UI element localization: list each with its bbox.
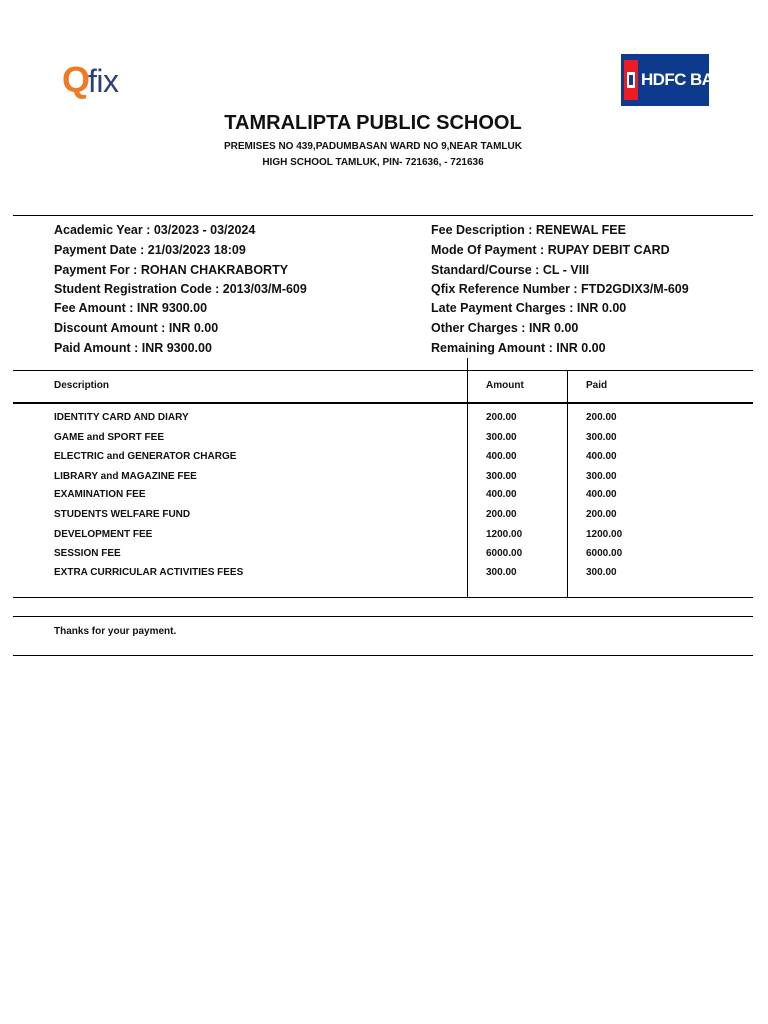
hdfc-logo-text: HDFC BANK	[641, 70, 737, 89]
row-description: IDENTITY CARD AND DIARY	[54, 412, 189, 423]
row-description: DEVELOPMENT FEE	[54, 529, 153, 540]
row-amount: 300.00	[486, 471, 517, 482]
row-amount: 300.00	[486, 432, 517, 443]
row-amount: 200.00	[486, 412, 517, 423]
info-payment-date: Payment Date : 21/03/2023 18:09	[54, 243, 246, 257]
table-header-border	[13, 402, 753, 404]
hdfc-mark-icon	[624, 60, 638, 100]
info-qfix-reference: Qfix Reference Number : FTD2GDIX3/M-609	[431, 282, 689, 296]
row-paid: 300.00	[586, 432, 617, 443]
info-late-payment-charges: Late Payment Charges : INR 0.00	[431, 301, 627, 315]
row-paid: 6000.00	[586, 548, 623, 559]
row-paid: 200.00	[586, 509, 617, 520]
info-paid-amount: Paid Amount : INR 9300.00	[54, 341, 212, 355]
info-academic-year: Academic Year : 03/2023 - 03/2024	[54, 223, 256, 237]
table-header-description: Description	[54, 380, 110, 391]
row-paid: 200.00	[586, 412, 617, 423]
qfix-logo-fix: fix	[88, 63, 119, 99]
row-amount: 400.00	[486, 451, 517, 462]
row-paid: 300.00	[586, 567, 617, 578]
row-description: EXAMINATION FEE	[54, 489, 146, 500]
info-mode-of-payment: Mode Of Payment : RUPAY DEBIT CARD	[431, 243, 670, 257]
table-top-border	[13, 370, 753, 371]
row-amount: 400.00	[486, 489, 517, 500]
hdfc-bank-logo	[621, 54, 737, 106]
table-header-paid: Paid	[586, 380, 608, 391]
row-description: EXTRA CURRICULAR ACTIVITIES FEES	[54, 567, 244, 578]
row-amount: 6000.00	[486, 548, 523, 559]
info-fee-amount: Fee Amount : INR 9300.00	[54, 301, 208, 315]
row-paid: 400.00	[586, 489, 617, 500]
info-other-charges: Other Charges : INR 0.00	[431, 321, 579, 335]
row-description: GAME and SPORT FEE	[54, 432, 165, 443]
info-fee-description: Fee Description : RENEWAL FEE	[431, 223, 626, 237]
table-column-divider-2	[567, 370, 568, 597]
row-description: ELECTRIC and GENERATOR CHARGE	[54, 451, 237, 462]
row-description: SESSION FEE	[54, 548, 121, 559]
row-amount: 200.00	[486, 509, 517, 520]
thank-you-message: Thanks for your payment.	[54, 626, 177, 637]
divider-footer-top	[13, 616, 753, 617]
table-column-divider-1	[467, 358, 468, 597]
school-address-line1: PREMISES NO 439,PADUMBASAN WARD NO 9,NEAR TAMLUK	[224, 141, 522, 152]
info-registration-code: Student Registration Code : 2013/03/M-609	[54, 282, 307, 296]
info-standard-course: Standard/Course : CL - VIII	[431, 263, 590, 277]
qfix-logo	[62, 60, 142, 102]
divider-footer-bottom	[13, 655, 753, 656]
row-amount: 1200.00	[486, 529, 523, 540]
table-bottom-border	[13, 597, 753, 598]
row-description: LIBRARY and MAGAZINE FEE	[54, 471, 197, 482]
row-paid: 1200.00	[586, 529, 623, 540]
info-remaining-amount: Remaining Amount : INR 0.00	[431, 341, 606, 355]
divider-top	[13, 215, 753, 216]
info-payment-for: Payment For : ROHAN CHAKRABORTY	[54, 263, 289, 277]
qfix-logo-q: Q	[62, 59, 91, 100]
row-paid: 400.00	[586, 451, 617, 462]
school-address-line2: HIGH SCHOOL TAMLUK, PIN- 721636, - 721636	[262, 157, 484, 168]
row-paid: 300.00	[586, 471, 617, 482]
row-description: STUDENTS WELFARE FUND	[54, 509, 191, 520]
table-header-amount: Amount	[486, 380, 524, 391]
school-name: TAMRALIPTA PUBLIC SCHOOL	[224, 112, 522, 134]
row-amount: 300.00	[486, 567, 517, 578]
info-discount-amount: Discount Amount : INR 0.00	[54, 321, 219, 335]
